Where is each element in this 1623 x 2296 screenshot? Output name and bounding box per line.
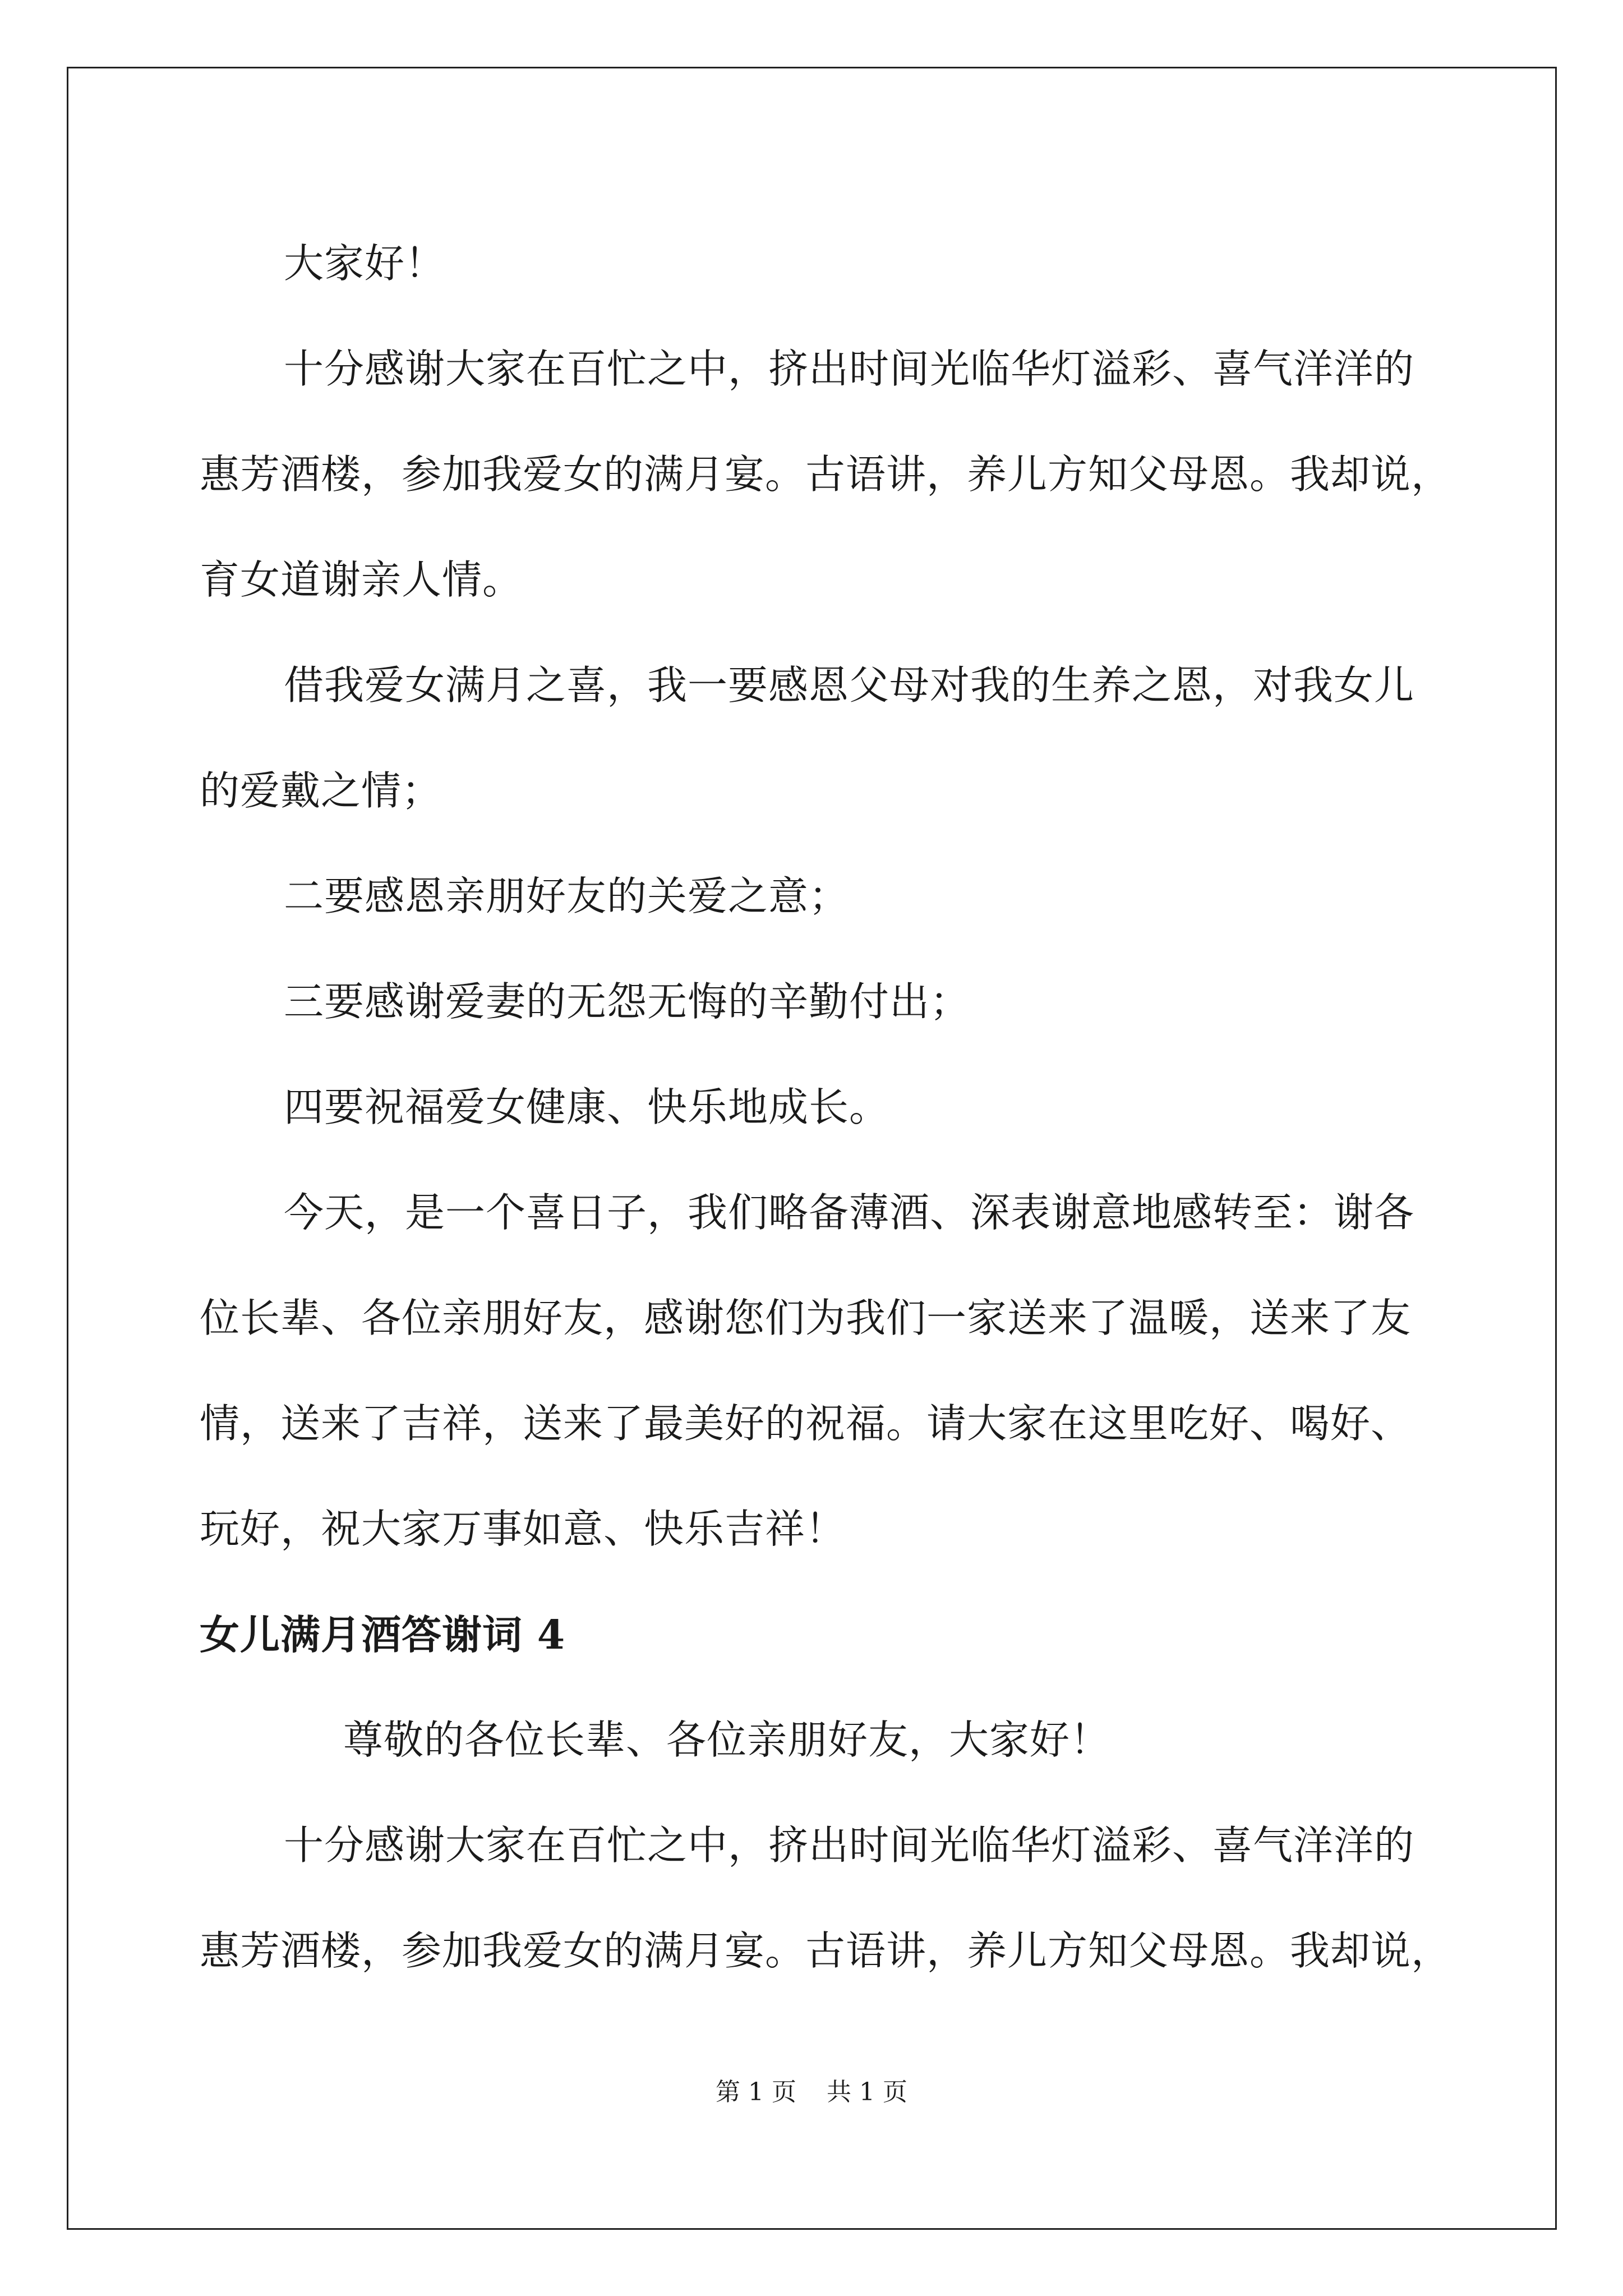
page-number: 第 1 页 (716, 2078, 796, 2106)
paragraph-line: 育女道谢亲人情。 (200, 556, 523, 603)
document-body (200, 211, 1461, 2004)
paragraph-line: 今天，是一个喜日子，我们略备薄酒、深表谢意地感转至：谢各 (284, 1189, 1415, 1236)
paragraph-line: 玩好，祝大家万事如意、快乐吉祥！ (200, 1506, 846, 1552)
paragraph-line: 位长辈、各位亲朋好友，感谢您们为我们一家送来了温暖，送来了友 (200, 1295, 1412, 1341)
paragraph-line: 十分感谢大家在百忙之中，挤出时间光临华灯溢彩、喜气洋洋的 (284, 1822, 1415, 1869)
page-footer (0, 2076, 1623, 2109)
section-title: 女儿满月酒答谢词 4 (200, 1611, 566, 1658)
paragraph-line: 惠芳酒楼，参加我爱女的满月宴。古语讲，养儿方知父母恩。我却说， (200, 451, 1452, 498)
paragraph-line: 三要感谢爱妻的无怨无悔的辛勤付出； (284, 978, 971, 1025)
paragraph-line: 的爱戴之情； (200, 767, 442, 814)
paragraph-line: 十分感谢大家在百忙之中，挤出时间光临华灯溢彩、喜气洋洋的 (284, 346, 1415, 392)
paragraph-line: 大家好！ (284, 240, 446, 287)
paragraph-line: 情，送来了吉祥，送来了最美好的祝福。请大家在这里吃好、喝好、 (200, 1400, 1412, 1447)
paragraph-line: 惠芳酒楼，参加我爱女的满月宴。古语讲，养儿方知父母恩。我却说， (200, 1927, 1452, 1974)
paragraph-line: 四要祝福爱女健康、快乐地成长。 (284, 1084, 890, 1130)
paragraph-line: 二要感恩亲朋好友的关爱之意； (284, 873, 850, 919)
paragraph-line: 尊敬的各位长辈、各位亲朋好友，大家好！ (343, 1717, 1111, 1763)
page-total: 共 1 页 (827, 2078, 907, 2106)
paragraph-line: 借我爱女满月之喜，我一要感恩父母对我的生养之恩，对我女儿 (284, 662, 1415, 708)
